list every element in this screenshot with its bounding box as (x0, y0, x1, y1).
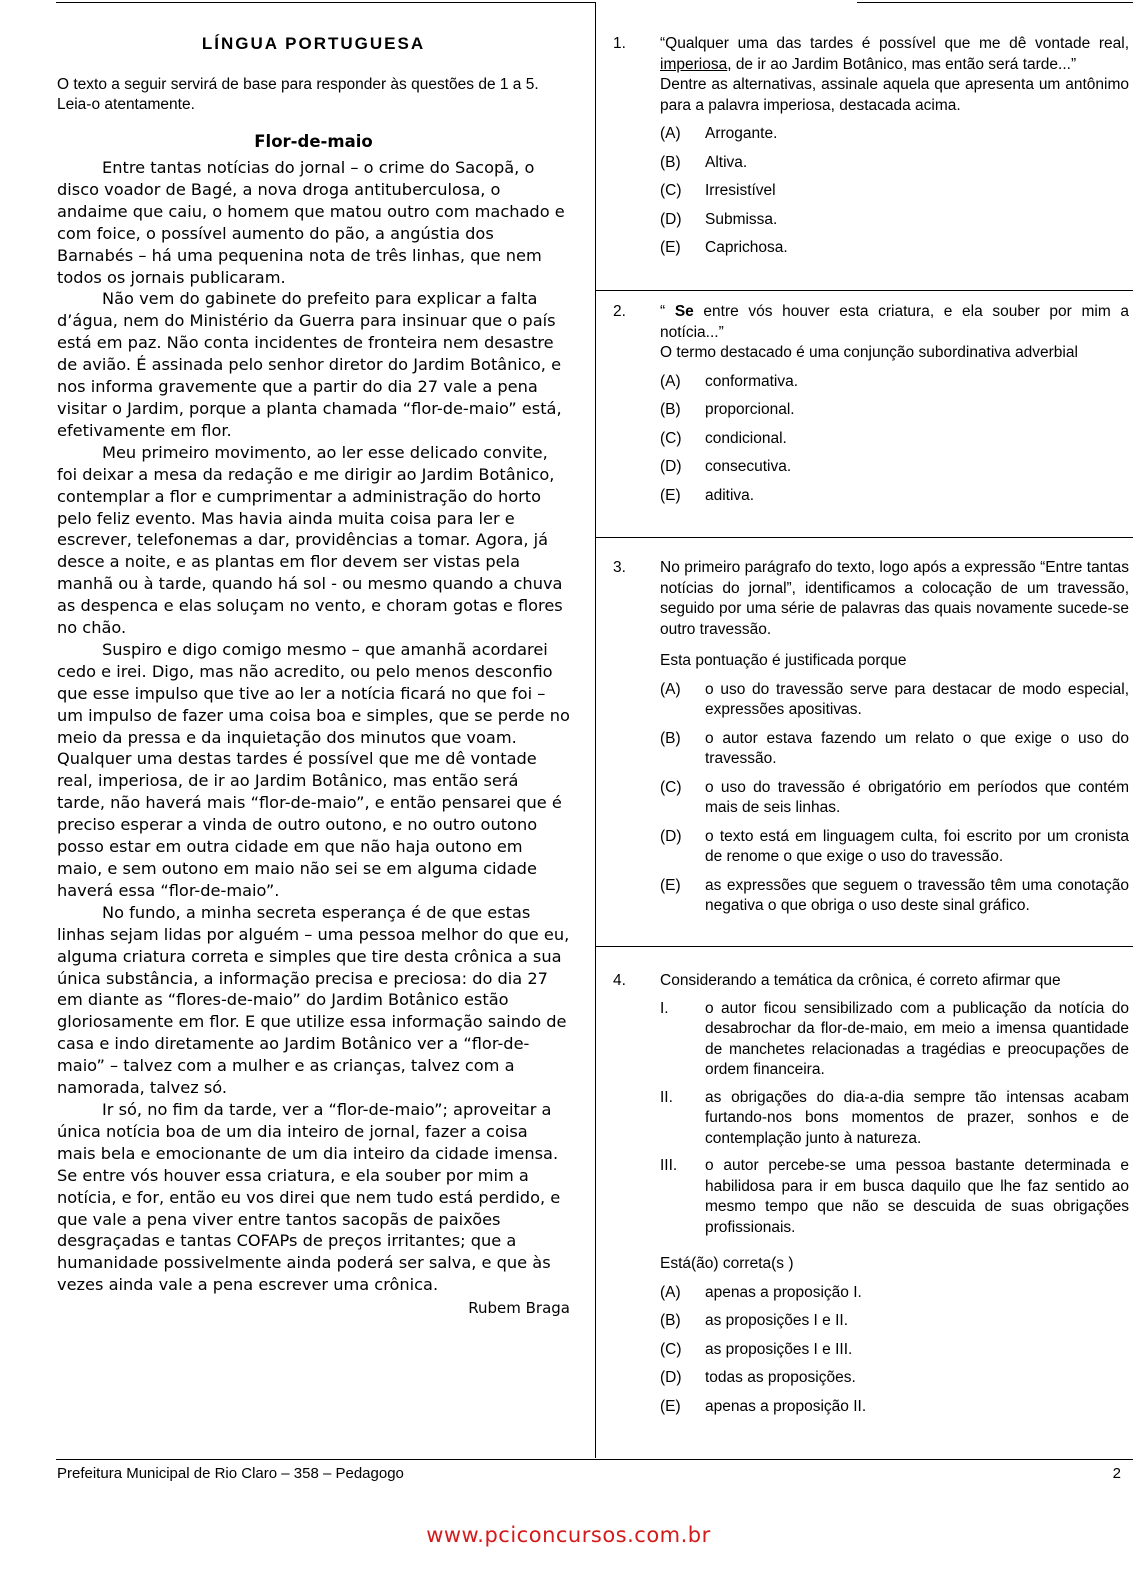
question-3 (613, 558, 1129, 917)
footer-rule (56, 1459, 1133, 1460)
option-a[interactable]: (A) apenas a proposição I. (660, 1283, 862, 1301)
option-b[interactable]: (B) o autor estava fazendo um relato o que exige o uso do travessão. (660, 729, 1129, 767)
paragraph: Entre tantas notícias do jornal – o crime do Sacopã, o disco voador de Bagé, a nova droga antituberculosa, o andaime que caiu, o homem que matou outro com machado e com foice, o possível aumento do pão, a angústia dos Barnabés – há uma pequenina nota de três linhas, que nem todos os jornais publicaram. (57, 158, 565, 287)
paragraph: No fundo, a minha secreta esperança é de que estas linhas sejam lidas por alguém – uma pessoa melhor do que eu, alguma criatura correta e simples que tire desta crônica a sua única substância, a informação precisa e preciosa: do dia 27 em diante as “flores-de-maio” do Jardim Botânico estão gloriosamente em flor. E que utilize essa informação saindo de casa e indo diretamente ao Jardim Botânico ver a “flor-de-maio” – talvez com a mulher e as crianças, talvez com a namorada, talvez só. (57, 902, 570, 1098)
instructions: O texto a seguir servirá de base para responder às questões de 1 a 5. Leia-o atentamente. (57, 76, 539, 113)
text-title: Flor-de-maio (254, 132, 373, 151)
option-c[interactable]: (C) o uso do travessão é obrigatório em períodos que contém mais de seis linhas. (660, 778, 1129, 816)
proposition-iii: III. o autor percebe-se uma pessoa bastante determinada e habilidosa para ir em busca daquilo que lhe faz sentido ao mesmo tempo que não se descuida de suas obrigações profissionais. (660, 1157, 1129, 1236)
author: Rubem Braga (468, 1299, 570, 1318)
option-e[interactable]: (E) Caprichosa. (660, 239, 788, 256)
reading-text-column (57, 34, 570, 1318)
question-separator (596, 290, 1133, 291)
question-stem: Considerando a temática da crônica, é correto afirmar que (660, 972, 1061, 989)
option-e[interactable]: (E) aditiva. (660, 486, 755, 504)
chronicle-text (57, 157, 570, 1296)
proposition-ii: II. as obrigações do dia-a-dia sempre tão intensas acabam furtando-nos bons momentos de prazer, sonhos e de contemplação junto à natureza. (660, 1088, 1129, 1147)
option-d[interactable]: (D) consecutiva. (660, 458, 792, 475)
underlined-word: imperiosa (660, 55, 728, 73)
subject-title: LÍNGUA PORTUGUESA (201, 34, 426, 53)
option-c[interactable]: (C) Irresistível (660, 182, 776, 199)
option-b[interactable]: (B) as proposições I e II. (660, 1312, 849, 1329)
question-number: 4. (613, 972, 626, 989)
page-number: 2 (1112, 1465, 1121, 1482)
option-a[interactable]: (A) Arrogante. (660, 125, 778, 142)
option-c[interactable]: (C) as proposições I e III. (660, 1340, 853, 1358)
question-quote: “Qualquer uma das tardes é possível que me dê vontade real, imperiosa, de ir ao Jardim Botânico, mas então será tarde...” (660, 35, 1129, 73)
question-prompt: O termo destacado é uma conjunção subordinativa adverbial (660, 344, 1078, 361)
top-rule-right (857, 2, 1133, 3)
question-2 (613, 302, 1129, 506)
question-stem: No primeiro parágrafo do texto, logo após a expressão “Entre tantas notícias do jornal”, identificamos a colocação de um travessão, seguido por uma série de palavras das quais novamente sucede-se outro travessão. (660, 559, 1129, 638)
option-b[interactable]: (B) Altiva. (660, 153, 748, 171)
paragraph: Meu primeiro movimento, ao ler esse delicado convite, foi deixar a mesa da redação e me dirigir ao Jardim Botânico, contemplar a flor e cumprimentar a administração do horto pelo feliz evento. Mas havia ainda muita coisa para ler e escrever, telefonemas a dar, providências a tomar. Agora, já desce a noite, e as plantas em flor devem ser vistas pela manhã ou à tarde, quando há sol - ou mesmo quando a chuva as despenca e elas soluçam no vento, e choram gotas e flores no chão. (57, 442, 563, 638)
option-a[interactable]: (A) conformativa. (660, 372, 799, 390)
question-separator (596, 537, 1133, 538)
option-a[interactable]: (A) o uso do travessão serve para destacar de modo especial, expressões apositivas. (660, 680, 1129, 718)
question-number: 1. (613, 35, 626, 52)
top-rule-left (56, 2, 595, 3)
question-quote: “ Se entre vós houver esta criatura, e ela souber por mim a notícia...” (660, 303, 1129, 341)
question-prompt: Esta pontuação é justificada porque (660, 652, 907, 669)
question-separator (596, 946, 1133, 947)
question-prompt: Está(ão) correta(s ) (660, 1255, 794, 1272)
question-prompt: Dentre as alternativas, assinale aquela que apresenta um antônimo para a palavra imperiosa, destacada acima. (660, 76, 1129, 114)
proposition-i: I. o autor ficou sensibilizado com a publicação da notícia do desabrochar da flor-de-maio, em meio a imensa quantidade de manchetes relacionadas a tragédias e preocupações de ordem financeira. (660, 999, 1129, 1078)
paragraph: Suspiro e digo comigo mesmo – que amanhã acordarei cedo e irei. Digo, mas não acredito, ou pelo menos desconfio que esse impulso que tive ao ler a notícia ficará no que foi – um impulso de fazer uma coisa boa e simples, que se perde no meio da pressa e da inquietação dos minutos que voam. Qualquer uma destas tardes é possível que me dê vontade real, imperiosa, de ir ao Jardim Botânico, mas então será tarde, não haverá mais “flor-de-maio”, e então pensarei que é preciso esperar a vinda de outro outono, e no outro outono posso estar em outra cidade em que não haja outono em maio, e sem outono em maio não sei se em alguma cidade haverá essa “flor-de-maio”. (57, 639, 570, 900)
option-d[interactable]: (D) Submissa. (660, 210, 778, 228)
option-e[interactable]: (E) apenas a proposição II. (660, 1397, 867, 1415)
paragraph: Não vem do gabinete do prefeito para explicar a falta d’água, nem do Ministério da Guerra para insinuar que o país está em paz. Não conta incidentes de fronteira nem desastre de avião. É assinada pelo senhor diretor do Jardim Botânico, e nos informa gravemente que a partir do dia 27 vale a pena visitar o Jardim, porque a planta chamada “flor-de-maio” está, efetivamente em flor. (57, 289, 562, 440)
footer-text: Prefeitura Municipal de Rio Claro – 358 – Pedagogo (57, 1465, 404, 1482)
bold-term: Se (674, 303, 694, 320)
option-d[interactable]: (D) todas as proposições. (660, 1369, 856, 1386)
question-4 (613, 971, 1129, 1417)
option-d[interactable]: (D) o texto está em linguagem culta, foi escrito por um cronista de renome o que exige o uso do travessão. (660, 827, 1129, 865)
column-divider (595, 2, 596, 1458)
question-number: 3. (613, 559, 626, 576)
option-b[interactable]: (B) proporcional. (660, 401, 795, 418)
question-number: 2. (613, 303, 626, 320)
question-1 (613, 34, 1129, 259)
option-c[interactable]: (C) condicional. (660, 429, 787, 447)
option-e[interactable]: (E) as expressões que seguem o travessão têm uma conotação negativa o que obriga o uso deste sinal gráfico. (660, 876, 1129, 914)
website-link[interactable]: www.pciconcursos.com.br (426, 1523, 711, 1547)
paragraph: Ir só, no fim da tarde, ver a “flor-de-maio”; aproveitar a única notícia boa de um dia inteiro de jornal, fazer a coisa mais bela e emocionante de um dia inteiro da cidade imensa. Se entre vós houver essa criatura, e ela souber por mim a notícia, e for, então eu vos direi que nem tudo está perdido, e que vale a pena viver entre tantos sacopãs de paixões desgraçadas e tantas COFAPs de preços irritantes; que a humanidade possivelmente ainda poderá ser salva, e que às vezes ainda vale a pena escrever uma crônica. (57, 1099, 561, 1295)
